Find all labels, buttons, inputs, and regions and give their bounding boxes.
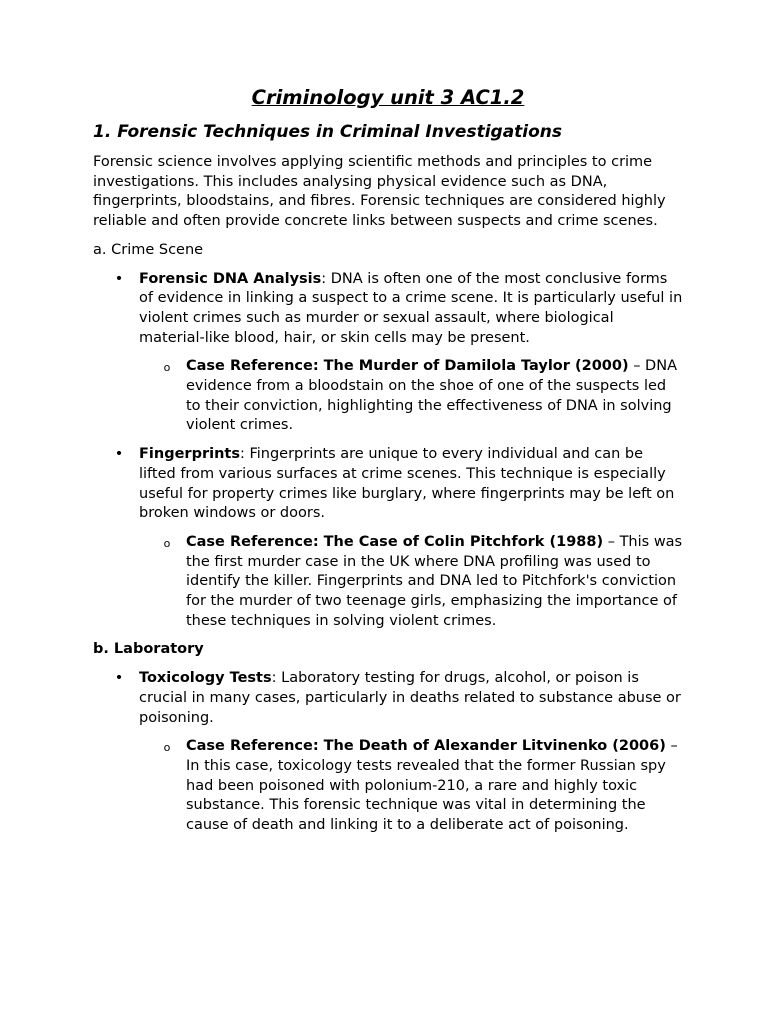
case-list xyxy=(139,737,683,836)
subsection-heading-crime-scene: a. Crime Scene xyxy=(93,241,204,258)
list-item-fingerprints xyxy=(114,445,683,631)
circle-bullet-icon: o xyxy=(163,741,171,755)
crime-scene-list xyxy=(93,270,683,632)
item-text: : DNA is often one of the most conclusive forms of evidence in linking a suspect to a crime scene. It is particularly useful in violent crimes such as murder or sexual assault, where biological material-like blood, hair, or skin cells may be present. xyxy=(139,270,683,346)
case-item-colin-pitchfork xyxy=(163,533,683,632)
case-term: Case Reference: The Murder of Damilola Taylor (2000) xyxy=(186,358,629,375)
case-list xyxy=(139,533,683,632)
section-heading: 1. Forensic Techniques in Criminal Investigations xyxy=(93,122,563,142)
case-list xyxy=(139,357,683,436)
case-item-damilola-taylor xyxy=(163,357,683,436)
case-item-litvinenko xyxy=(163,737,683,836)
circle-bullet-icon: o xyxy=(163,536,171,550)
subsection-heading-laboratory: b. Laboratory xyxy=(93,641,204,658)
bullet-icon: • xyxy=(114,670,124,687)
document-page xyxy=(93,86,683,845)
case-term: Case Reference: The Case of Colin Pitchfork (1988) xyxy=(186,533,604,550)
case-term: Case Reference: The Death of Alexander Litvinenko (2006) xyxy=(186,738,666,755)
item-term: Toxicology Tests xyxy=(139,670,272,687)
list-item-toxicology xyxy=(114,669,683,836)
list-item-dna-analysis xyxy=(114,270,683,437)
item-text: : Laboratory testing for drugs, alcohol, or poison is crucial in many cases, particularly in deaths related to substance abuse or poisoning. xyxy=(139,670,681,726)
case-text: – DNA evidence from a bloodstain on the shoe of one of the suspects led to their conviction, highlighting the effectiveness of DNA in solving violent crimes. xyxy=(186,358,677,434)
item-text: : Fingerprints are unique to every individual and can be lifted from various surfaces at crime scenes. This technique is especially useful for property crimes like burglary, where fingerprints may be left on broken windows or doors. xyxy=(139,446,675,522)
document-title: Criminology unit 3 AC1.2 xyxy=(251,86,525,109)
bullet-icon: • xyxy=(114,446,124,463)
case-text: – This was the first murder case in the UK where DNA profiling was used to identify the killer. Fingerprints and DNA led to Pitchfork's conviction for the murder of two teenage girls, emphasizing the importance of these techniques in solving violent crimes. xyxy=(186,533,683,629)
item-term: Fingerprints xyxy=(139,446,240,463)
circle-bullet-icon: o xyxy=(163,361,171,375)
case-text: – In this case, toxicology tests revealed that the former Russian spy had been poisoned with polonium-210, a rare and highly toxic substance. This forensic technique was vital in determining the cause of death and linking it to a deliberate act of poisoning. xyxy=(186,738,678,834)
bullet-icon: • xyxy=(114,270,124,287)
laboratory-list xyxy=(93,669,683,836)
item-term: Forensic DNA Analysis xyxy=(139,270,322,287)
intro-paragraph: Forensic science involves applying scientific methods and principles to crime investigations. This includes analysing physical evidence such as DNA, fingerprints, bloodstains, and fibres. Forensic techniques are considered highly reliable and often provide concrete links between suspects and crime scenes. xyxy=(93,154,666,230)
